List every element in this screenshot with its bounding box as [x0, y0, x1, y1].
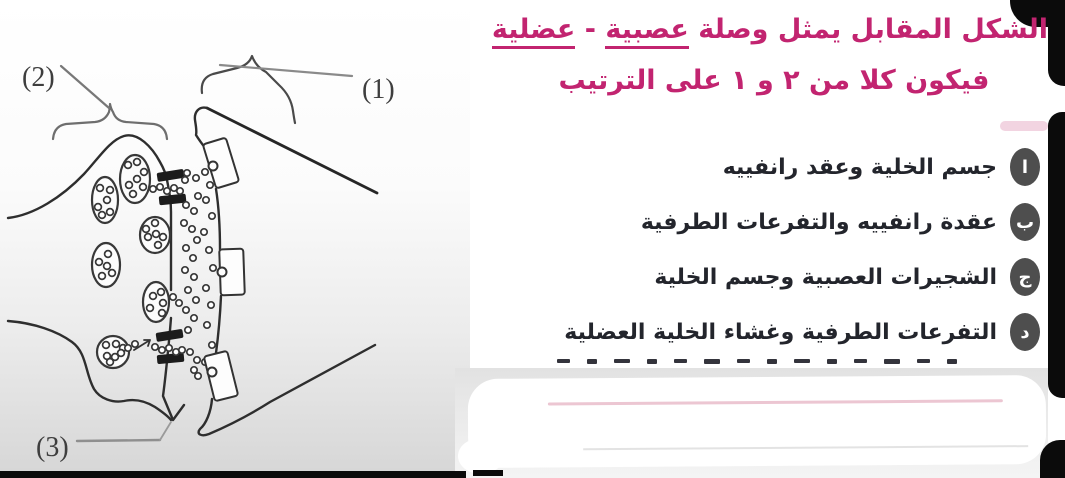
option-c-badge: ج	[1010, 258, 1040, 296]
brace-1	[202, 56, 352, 123]
title-text: الشكل المقابل يمثل وصلة	[688, 14, 1048, 45]
option-d[interactable]	[520, 312, 1040, 352]
diagram-label-2: (2)	[22, 62, 55, 93]
brace-2	[53, 66, 167, 139]
frame-edge-bottom-dash	[473, 470, 503, 476]
vesicle	[92, 177, 118, 223]
option-c[interactable]	[520, 257, 1040, 297]
option-c-label: الشجيرات العصبية وجسم الخلية	[654, 264, 997, 290]
vesicle	[140, 217, 170, 253]
option-d-badge: د	[1010, 313, 1040, 351]
question-title-line2: فيكون كلا من ٢ و ١ على الترتيب	[558, 65, 990, 97]
whiteout-blob-bump	[458, 438, 504, 474]
frame-edge-bottom	[0, 471, 466, 478]
option-d-label: التفرعات الطرفية وغشاء الخلية العضلية	[564, 319, 997, 345]
option-a-badge: ا	[1010, 148, 1040, 186]
question-title	[491, 10, 1048, 100]
receptor-channels	[203, 137, 245, 401]
diagram-label-3: (3)	[36, 432, 69, 463]
frame-edge-right-top	[1048, 0, 1065, 86]
frame-edge-right-middle	[1048, 112, 1065, 398]
option-a[interactable]	[520, 147, 1040, 187]
question-column	[491, 0, 1048, 478]
answer-options	[520, 147, 1040, 367]
vesicle	[143, 282, 169, 322]
neuromuscular-junction-diagram	[0, 0, 470, 478]
question-title-line1	[491, 10, 1048, 49]
option-b-label: عقدة رانفييه والتفرعات الطرفية	[640, 209, 997, 235]
option-b[interactable]	[520, 202, 1040, 242]
vesicle	[97, 336, 129, 368]
synaptic-cleft-pointer	[77, 422, 171, 441]
option-a-label: جسم الخلية وعقد رانفييه	[722, 154, 997, 180]
vesicle	[120, 155, 150, 203]
diagram-label-1: (1)	[362, 74, 395, 105]
option-b-badge: ب	[1010, 203, 1040, 241]
title-text: -	[575, 14, 606, 45]
title-text-underlined: عضلية	[492, 14, 575, 49]
title-text-underlined: عصبية	[605, 14, 688, 49]
vesicle	[92, 243, 120, 287]
